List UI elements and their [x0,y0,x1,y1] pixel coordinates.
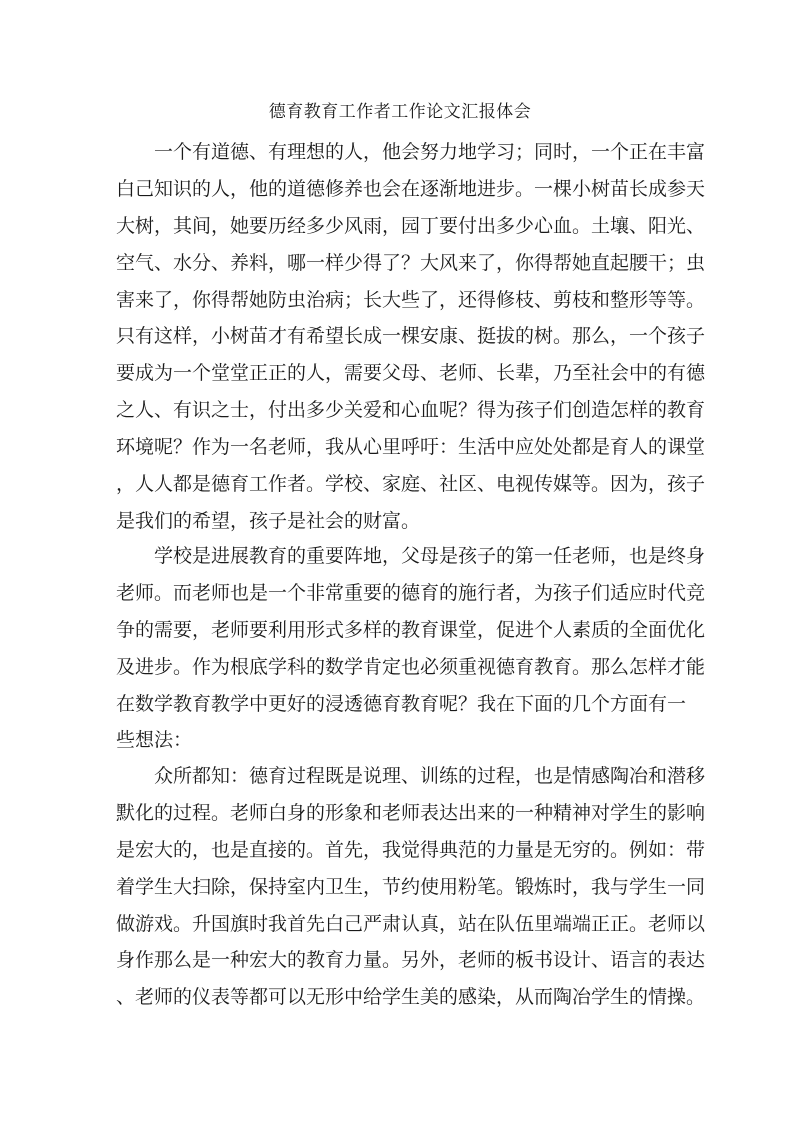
paragraph-line: 众所都知：德育过程既是说理、训练的过程，也是情感陶冶和潜移 [154,765,706,787]
paragraph-line: 身作那么是一种宏大的教育力量。另外，老师的板书设计、语言的表达 [116,949,706,972]
paragraph-line: 环境呢？作为一名老师，我从心里呼吁：生活中应处处都是育人的课堂 [116,436,706,459]
paragraph-line: 在数学教育教学中更好的浸透德育教育呢？我在下面的几个方面有一 [116,692,687,715]
paragraph-line: 害来了，你得帮她防虫治病；长大些了，还得修枝、剪枝和整形等等。 [116,288,706,311]
paragraph-line: 些想法： [116,729,193,752]
paragraph-line: 、老师的仪表等都可以无形中给学生美的感染，从而陶冶学生的情操。 [116,986,706,1009]
paragraph-line: 空气、水分、养料，哪一样少得了？大风来了，你得帮她直起腰干；虫 [116,251,706,274]
paragraph-line: 是宏大的，也是直接的。首先，我觉得典范的力量是无穷的。例如：带 [116,838,706,861]
paragraph-line: 及进步。作为根底学科的数学肯定也必须重视德育教育。那么怎样才能 [116,655,706,678]
paragraph-line: 是我们的希望，孩子是社会的财富。 [116,509,421,532]
paragraph-line: 白己知识的人，他的道德修养也会在逐渐地进步。一棵小树苗长成参天 [116,177,706,200]
paragraph-line: 要成为一个堂堂正正的人，需要父母、老师、长辈，乃至社会中的有德 [116,362,706,385]
paragraph-line: 之人、有识之士，付出多少关爱和心血呢？得为孩子们创造怎样的教育 [116,399,706,422]
paragraph-line: 着学生大扫除，保持室内卫生，节约使用粉笔。锻炼时，我与学生一同 [116,875,706,898]
paragraph-line: 学校是进展教育的重要阵地，父母是孩子的第一任老师，也是终身 [154,545,706,567]
paragraph-line: 争的需要，老师要利用形式多样的教育课堂，促进个人素质的全面优化 [116,618,706,641]
paragraph-line: 老师。而老师也是一个非常重要的德育的施行者，为孩子们适应时代竞 [116,581,706,604]
document-title: 德育教育工作者工作论文汇报体会 [268,102,532,122]
paragraph-2 [116,538,706,759]
paragraph-line: 做游戏。升国旗时我首先白己严肃认真，站在队伍里端端正正。老师以 [116,912,706,935]
paragraph-3 [116,758,706,1016]
paragraph-line: 默化的过程。老师白身的形象和老师表达出来的一种精神对学生的影响 [116,801,706,824]
paragraph-1 [116,134,706,540]
paragraph-line: ，人人都是德育工作者。学校、家庭、社区、电视传媒等。因为，孩子 [116,473,706,496]
paragraph-line: 一个有道德、有理想的人，他会努力地学习；同时，一个正在丰富 [154,141,706,163]
paragraph-line: 只有这样，小树苗才有希望长成一棵安康、挺拔的树。那么，一个孩子 [116,325,706,348]
paragraph-line: 大树，其间，她要历经多少风雨，园丁要付出多少心血。土壤、阳光、 [116,214,706,237]
